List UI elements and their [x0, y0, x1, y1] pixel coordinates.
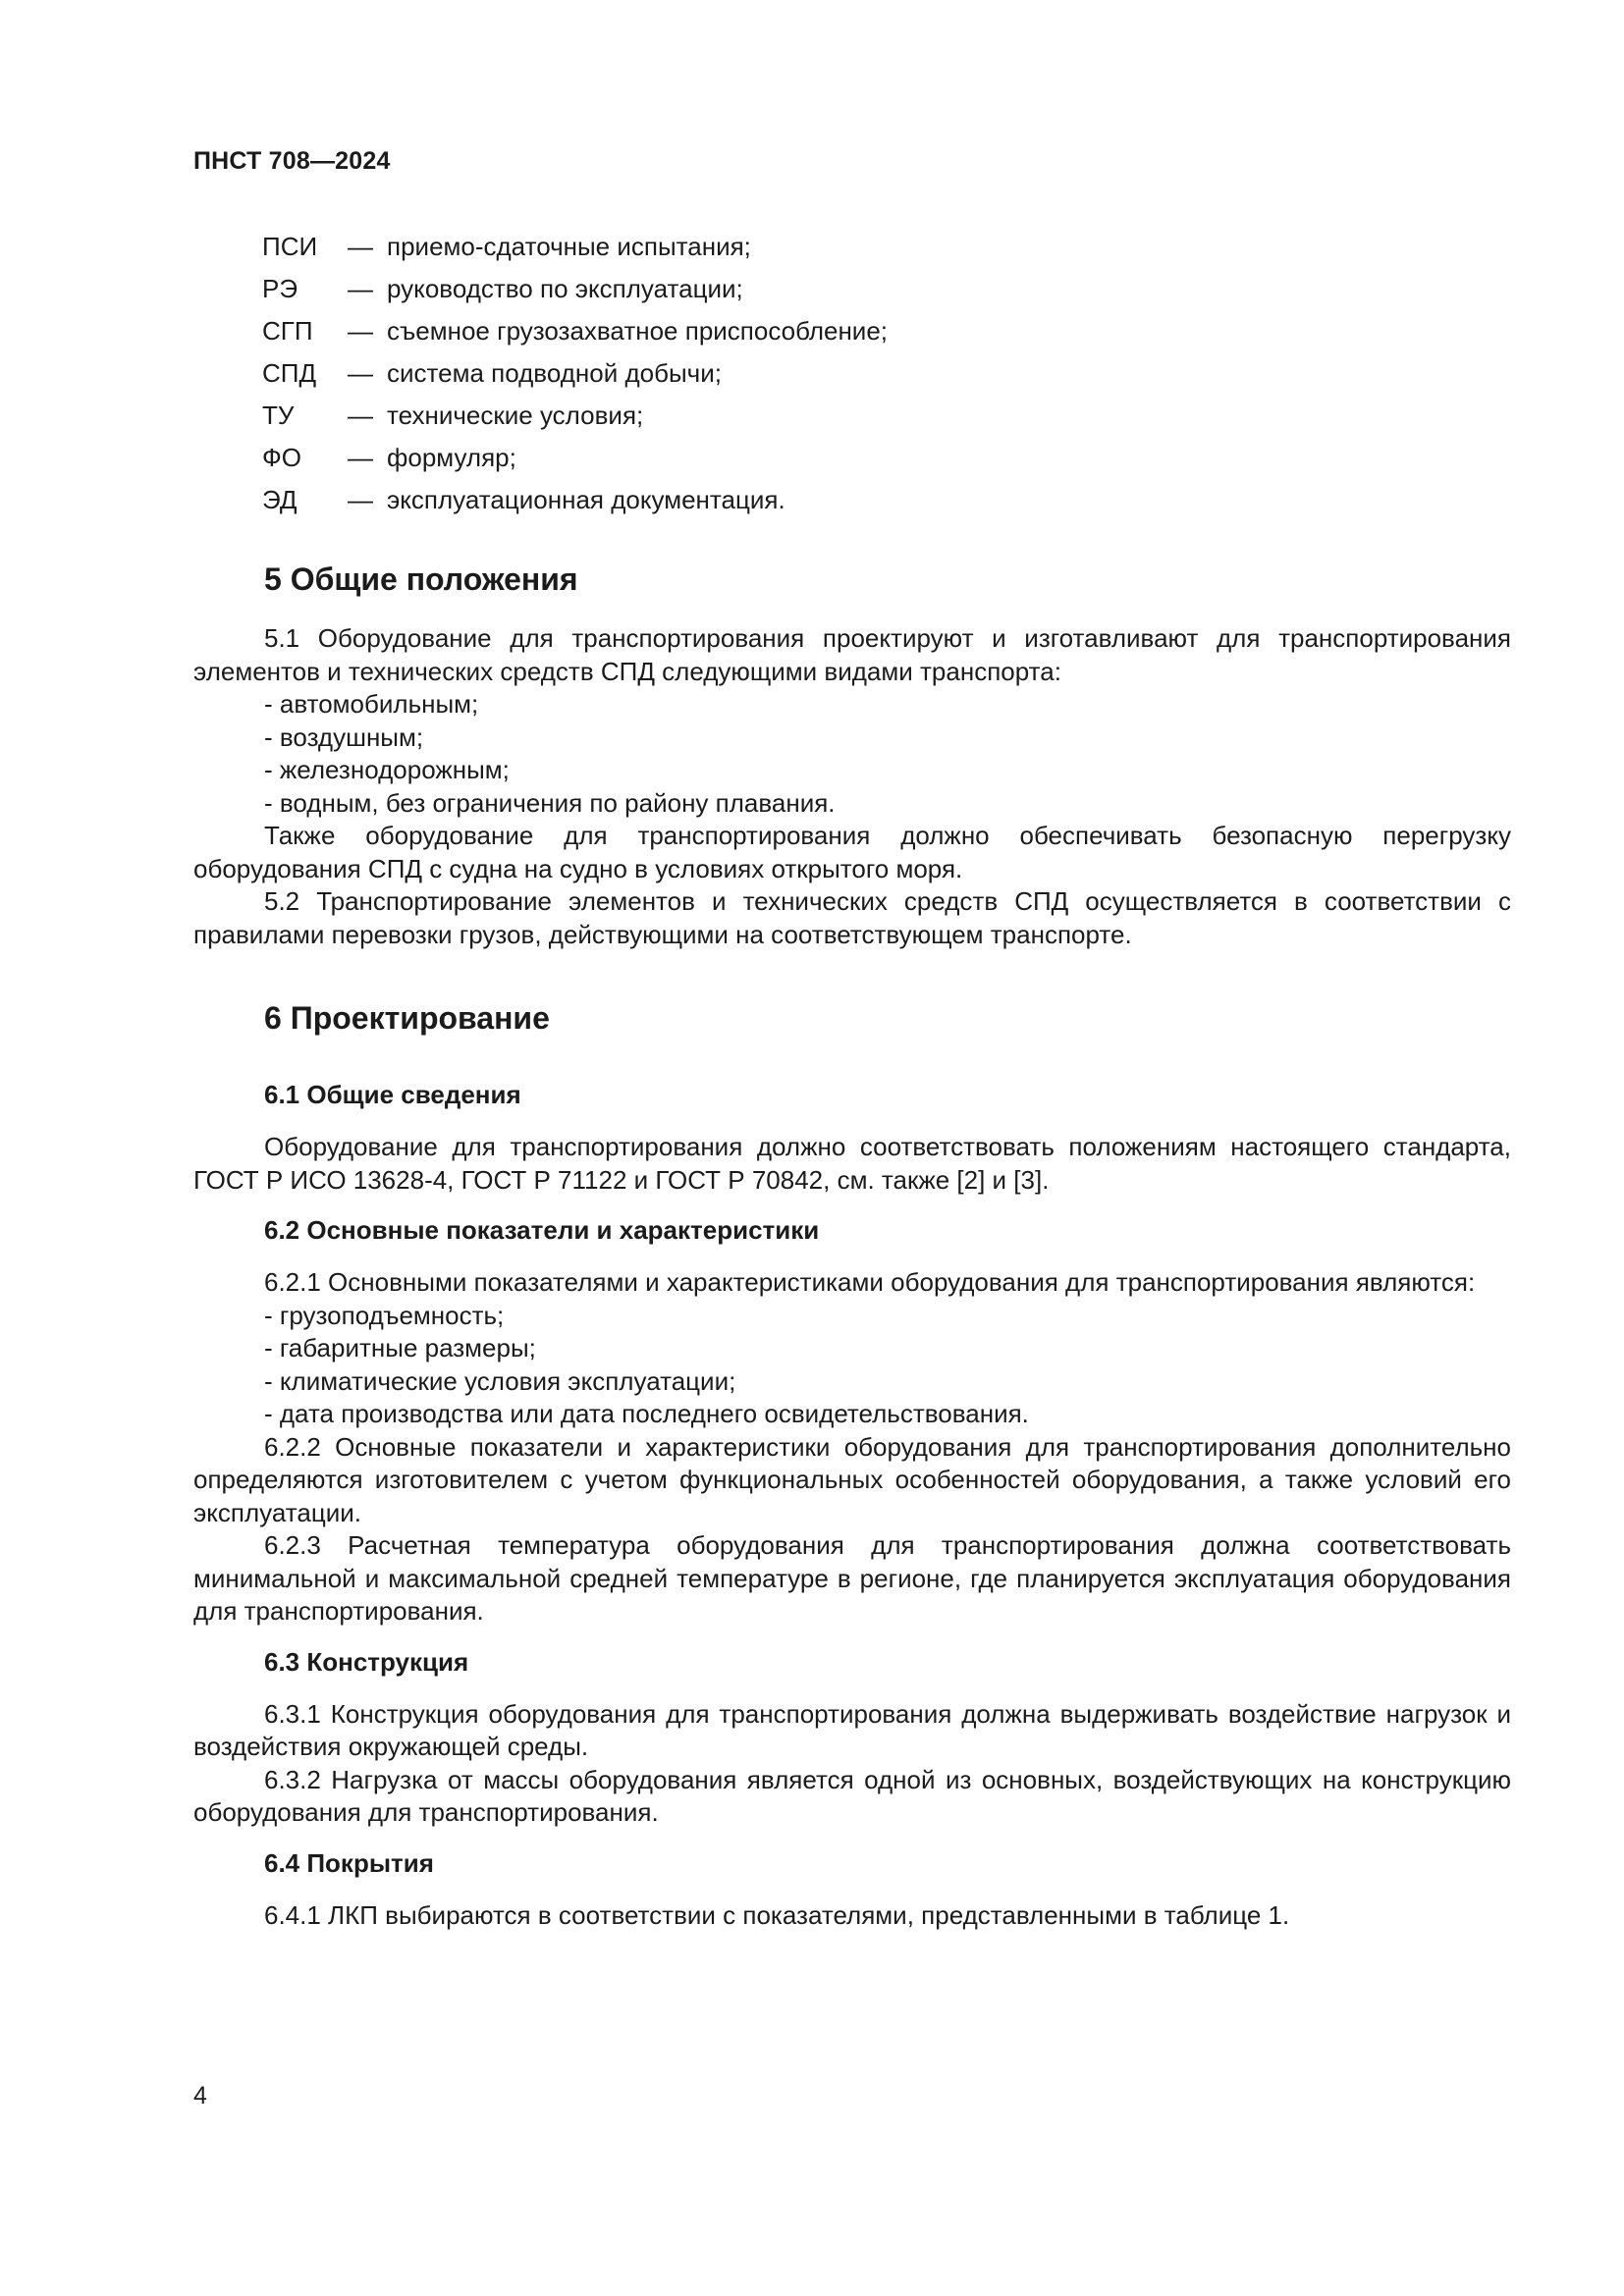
- abbreviation-dash: —: [348, 274, 373, 303]
- abbreviation-text: руководство по эксплуатации;: [387, 274, 743, 303]
- abbreviation-dash: —: [348, 443, 373, 472]
- abbreviation-text: съемное грузозахватное приспособление;: [387, 316, 889, 346]
- subsection-6-1-heading: 6.1 Общие сведения: [264, 1080, 521, 1109]
- abbreviation-dash: —: [348, 358, 373, 388]
- abbreviation-code: ФО: [262, 443, 301, 472]
- abbreviation-text: формуляр;: [387, 443, 516, 472]
- abbreviation-text: технические условия;: [387, 400, 644, 430]
- paragraph-5-1-cont: Также оборудование для транспортирования должно обеспечивать безопасную перегрузку оборудования СПД с судна на судно в условиях открытого моря.: [193, 821, 1511, 883]
- paragraph-6-3-1: 6.3.1 Конструкция оборудования для транспортирования должна выдерживать воздействие нагрузок и воздействия окружающей среды.: [193, 1698, 1511, 1761]
- paragraph-6-2-3: 6.2.3 Расчетная температура оборудования для транспортирования должна соответствовать минимальной и максимальной средней температуре в регионе, где планируется эксплуатация оборудования для транспортирования.: [193, 1530, 1511, 1626]
- list-item: - габаритные размеры;: [264, 1333, 536, 1362]
- abbreviation-code: СПД: [262, 358, 317, 388]
- abbreviation-row: [262, 443, 888, 485]
- abbreviation-list: [262, 232, 888, 527]
- subsection-6-4-heading: 6.4 Покрытия: [264, 1847, 434, 1878]
- abbreviation-text: система подводной добычи;: [387, 358, 722, 388]
- paragraph-6-2-2: 6.2.2 Основные показатели и характеристики оборудования для транспортирования дополнительно определяются изготовителем с учетом функциональных особенностей оборудования, а также условий его эксплуатации.: [193, 1431, 1511, 1527]
- abbreviation-code: РЭ: [262, 274, 298, 303]
- abbreviation-code: ТУ: [262, 400, 295, 430]
- list-item: - железнодорожным;: [264, 755, 510, 784]
- subsection-6-2-heading: 6.2 Основные показатели и характеристики: [264, 1215, 820, 1245]
- paragraph-6-3-2: 6.3.2 Нагрузка от массы оборудования является одной из основных, воздействующих на конструкцию оборудования для транспортирования.: [193, 1764, 1511, 1827]
- paragraph-6-4-1: 6.4.1 ЛКП выбираются в соответствии с показателями, представленными в таблице 1.: [264, 1899, 1290, 1930]
- abbreviation-row: [262, 274, 888, 316]
- abbreviation-dash: —: [348, 316, 373, 346]
- abbreviation-row: [262, 316, 888, 358]
- list-item: - воздушным;: [264, 721, 424, 752]
- list-item: - климатические условия эксплуатации;: [264, 1365, 736, 1396]
- paragraph-5-1: 5.1 Оборудование для транспортирования проектируют и изготавливают для транспортирования элементов и технических средств СПД следующими видами транспорта:: [193, 623, 1511, 686]
- abbreviation-text: приемо-сдаточные испытания;: [387, 232, 751, 261]
- section-5-heading: 5 Общие положения: [264, 561, 578, 597]
- list-item: - автомобильным;: [264, 689, 479, 719]
- abbreviation-row: [262, 400, 888, 443]
- abbreviation-row: [262, 485, 888, 527]
- paragraph-6-1: Оборудование для транспортирования должно соответствовать положениям настоящего стандарта, ГОСТ Р ИСО 13628-4, ГОСТ Р 71122 и ГОСТ Р 70842, см. также [2] и [3].: [193, 1132, 1511, 1195]
- section-6-heading: 6 Проектирование: [264, 1000, 550, 1036]
- abbreviation-text: эксплуатационная документация.: [387, 485, 785, 514]
- abbreviation-row: [262, 358, 888, 400]
- abbreviation-dash: —: [348, 400, 373, 430]
- list-item: - водным, без ограничения по району плавания.: [264, 787, 836, 818]
- abbreviation-row: [262, 232, 888, 274]
- document-header: ПНСТ 708—2024: [193, 147, 391, 175]
- subsection-6-3-heading: 6.3 Конструкция: [264, 1646, 469, 1677]
- abbreviation-code: ЭД: [262, 485, 298, 514]
- list-item: - дата производства или дата последнего освидетельствования.: [264, 1399, 1029, 1428]
- page-number: 4: [193, 2082, 207, 2109]
- abbreviation-dash: —: [348, 232, 373, 261]
- document-body: [193, 560, 1511, 1932]
- paragraph-6-2-1: 6.2.1 Основными показателями и характеристиками оборудования для транспортирования являются:: [264, 1267, 1476, 1297]
- abbreviation-dash: —: [348, 485, 373, 514]
- abbreviation-code: ПСИ: [262, 232, 318, 261]
- paragraph-5-2: 5.2 Транспортирование элементов и технических средств СПД осуществляется в соответствии с правилами перевозки грузов, действующими на соответствующем транспорте.: [193, 886, 1511, 949]
- abbreviation-code: СГП: [262, 316, 313, 346]
- list-item: - грузоподъемность;: [264, 1300, 505, 1330]
